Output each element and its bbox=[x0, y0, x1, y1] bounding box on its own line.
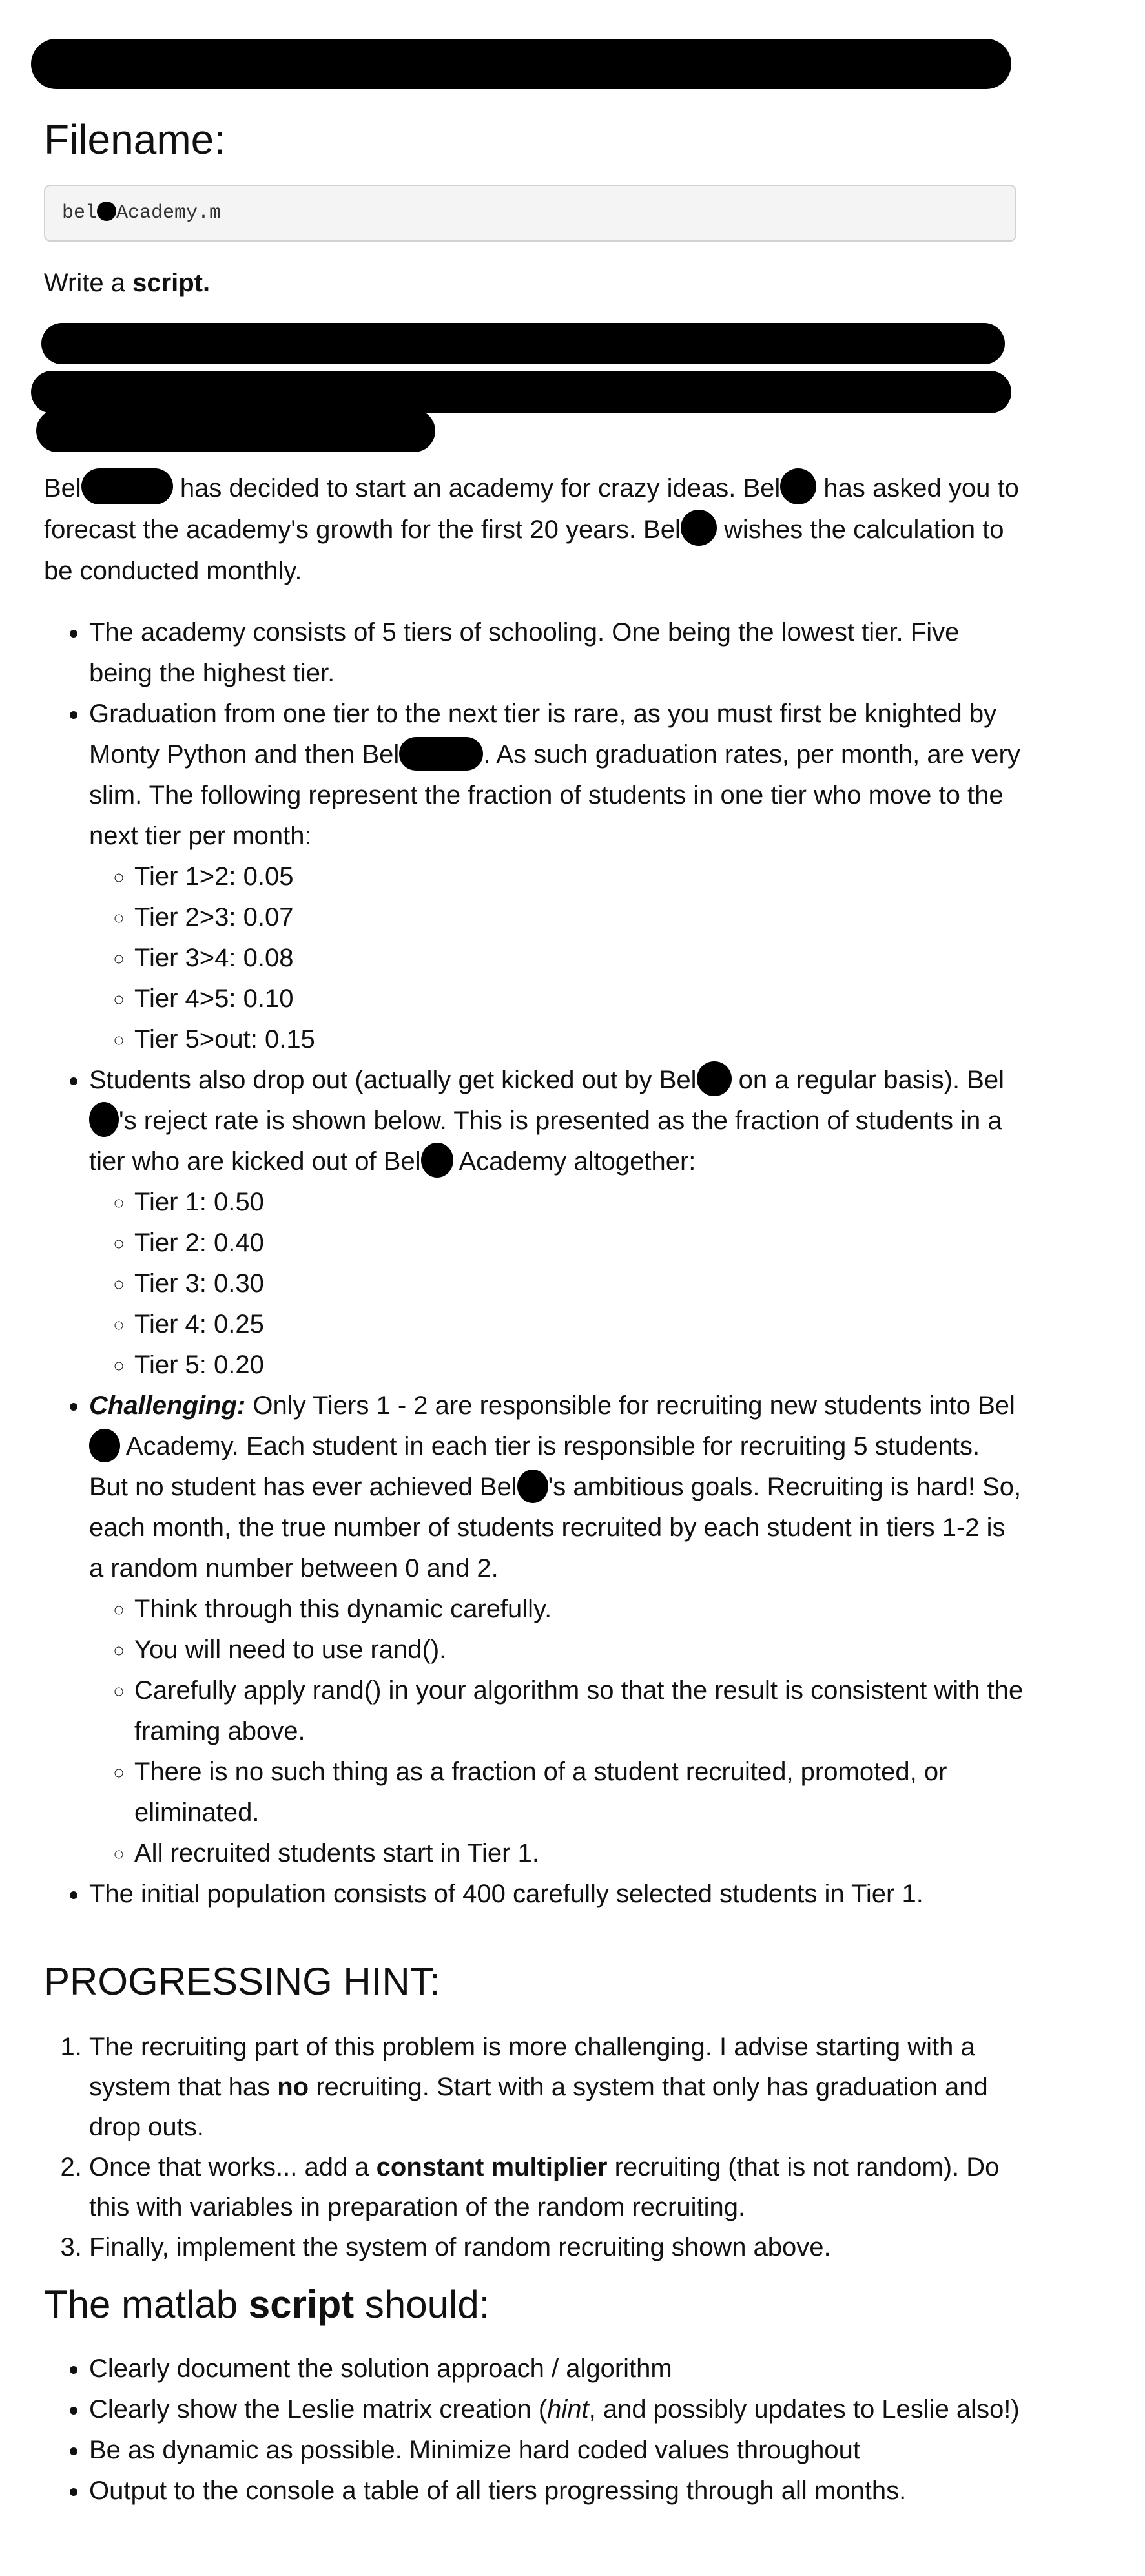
list-item-initial-population: • The initial population consists of 400 carefully selected students in Tier 1. bbox=[89, 1874, 1026, 1915]
redaction-blob bbox=[780, 468, 816, 504]
intro-paragraph: Bel has decided to start an academy for crazy ideas. Bel has asked you to forecast the academy's growth for the first 20 years. Bel wishes the calculation to be conducted monthly. bbox=[44, 468, 1026, 592]
list-item: ◦ Tier 3: 0.30 bbox=[134, 1263, 1026, 1304]
redaction-blob bbox=[89, 1102, 119, 1137]
list-item: ◦ Tier 5: 0.20 bbox=[134, 1345, 1026, 1386]
script-requirements-heading: The matlab script should: bbox=[44, 2283, 490, 2326]
redaction-blob bbox=[697, 1061, 732, 1096]
redaction-blob bbox=[89, 1429, 120, 1462]
list-item: ◦ Think through this dynamic carefully. bbox=[134, 1589, 1026, 1630]
redaction-blob bbox=[517, 1470, 548, 1503]
redaction-blob bbox=[97, 202, 116, 221]
hints-list bbox=[44, 2027, 1026, 2267]
filename-code-box bbox=[44, 185, 1016, 242]
graduation-rates-list bbox=[89, 857, 1026, 1060]
filename-suffix: Academy.m bbox=[116, 202, 222, 224]
list-item-graduation: • Graduation from one tier to the next tier is rare, as you must first be knighted by Monty Python and then Bel . As such graduation rates, per month, are very slim. The following represent the fraction of students in one tier who move to the next tier per month: ◦ Tier 1>2: 0.05 ◦ Tier 2>3: 0.07 ◦ Tier 3>4: 0.08 ◦ Tier 4>5: 0.10 ◦ Tier 5>out: 0.15 bbox=[89, 694, 1026, 1060]
filename-heading: Filename: bbox=[44, 116, 225, 163]
list-item: ◦ Tier 2: 0.40 bbox=[134, 1223, 1026, 1263]
write-instruction: Write a script. bbox=[44, 269, 211, 297]
list-item: ◦ All recruited students start in Tier 1. bbox=[134, 1833, 1026, 1874]
list-item: • Clearly document the solution approach / algorithm bbox=[89, 2349, 1026, 2389]
list-item-dropout: • Students also drop out (actually get kicked out by Bel on a regular basis). Bel's reject rate is shown below. This is presented as the fraction of students in a tier who are kicked out of Bel Academy altogether: ◦ Tier 1: 0.50 ◦ Tier 2: 0.40 ◦ Tier 3: 0.30 ◦ Tier 4: 0.25 ◦ Tier 5: 0.20 bbox=[89, 1060, 1026, 1386]
hint-item: 3. Finally, implement the system of random recruiting shown above. bbox=[89, 2227, 1026, 2267]
list-item: ◦ Tier 1: 0.50 bbox=[134, 1182, 1026, 1223]
redacted-block-line-3 bbox=[36, 410, 435, 452]
redaction-blob bbox=[399, 737, 483, 771]
list-item: ◦ Tier 3>4: 0.08 bbox=[134, 938, 1026, 979]
write-script-bold: script. bbox=[132, 269, 211, 297]
hint-item: 1. The recruiting part of this problem is more challenging. I advise starting with a system that has no recruiting. Start with a system that only has graduation and drop outs. bbox=[89, 2027, 1026, 2147]
redacted-block-line-1 bbox=[41, 323, 1005, 364]
list-item: ◦ You will need to use rand(). bbox=[134, 1630, 1026, 1670]
redaction-blob bbox=[81, 468, 173, 504]
challenging-label: Challenging: bbox=[89, 1391, 246, 1420]
redacted-block-line-2 bbox=[31, 371, 1011, 413]
hint-heading: PROGRESSING HINT: bbox=[44, 1960, 440, 2003]
list-item: ◦ Carefully apply rand() in your algorithm so that the result is consistent with the framing above. bbox=[134, 1670, 1026, 1752]
hint-item: 2. Once that works... add a constant multiplier recruiting (that is not random). Do this with variables in preparation of the random recruiting. bbox=[89, 2147, 1026, 2227]
filename-prefix: bel bbox=[62, 202, 98, 224]
script-requirements-list bbox=[44, 2349, 1026, 2511]
list-item-recruiting: • Challenging: Only Tiers 1 - 2 are responsible for recruiting new students into Bel Academy. Each student in each tier is responsible for recruiting 5 students. But no student has ever achieved Bel 's ambitious goals. Recruiting is hard! So, each month, the true number of students recruited by each student in tiers 1-2 is a random number between 0 and 2. ◦ Think through this dynamic carefully. ◦ You will need to use rand(). ◦ Carefully apply rand() in your algorithm so that the result is consistent with the framing above. ◦ There is no such thing as a fraction of a student recruited, promoted, or eliminated. ◦ All recruited students start in Tier 1. bbox=[89, 1386, 1026, 1874]
list-item: ◦ Tier 4: 0.25 bbox=[134, 1304, 1026, 1345]
list-item: • Clearly show the Leslie matrix creation (hint, and possibly updates to Leslie also!) bbox=[89, 2389, 1026, 2430]
dropout-rates-list bbox=[89, 1182, 1026, 1386]
rules-list bbox=[44, 612, 1026, 1915]
redaction-blob bbox=[681, 510, 717, 546]
redaction-blob bbox=[421, 1143, 453, 1178]
list-item: • Be as dynamic as possible. Minimize hard coded values throughout bbox=[89, 2430, 1026, 2471]
redacted-title-bar bbox=[31, 39, 1011, 89]
list-item: ◦ Tier 5>out: 0.15 bbox=[134, 1019, 1026, 1060]
recruiting-notes-list bbox=[89, 1589, 1026, 1874]
list-item: ◦ Tier 2>3: 0.07 bbox=[134, 897, 1026, 938]
list-item: ◦ Tier 4>5: 0.10 bbox=[134, 979, 1026, 1019]
list-item: • Output to the console a table of all tiers progressing through all months. bbox=[89, 2471, 1026, 2511]
list-item: ◦ There is no such thing as a fraction of a student recruited, promoted, or eliminated. bbox=[134, 1752, 1026, 1833]
list-item-tiers: • The academy consists of 5 tiers of schooling. One being the lowest tier. Five being the highest tier. bbox=[89, 612, 1026, 694]
list-item: ◦ Tier 1>2: 0.05 bbox=[134, 857, 1026, 897]
